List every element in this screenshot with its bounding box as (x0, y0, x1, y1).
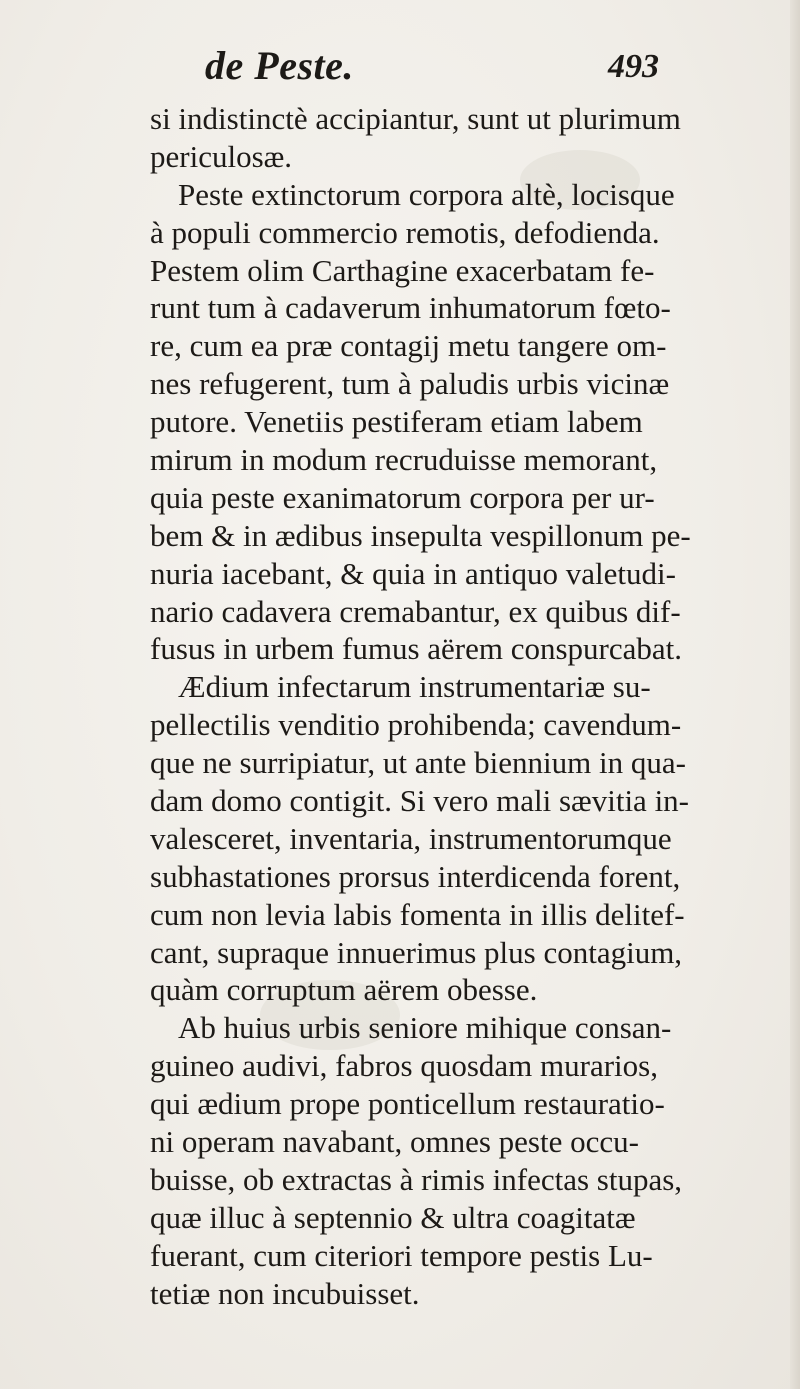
page-header (0, 40, 800, 100)
page-edge (790, 0, 800, 1389)
text-line: fuerant, cum citeriori tempore pestis Lu- (150, 1237, 653, 1273)
text-line: periculosæ. (150, 138, 293, 174)
text-line: runt tum à cadaverum inhumatorum fœto- (150, 290, 671, 326)
text-line: Ædium infectarum instrumentariæ su- (178, 669, 651, 705)
page-number: 493 (608, 48, 659, 85)
text-line: putore. Venetiis pestiferam etiam labem (150, 404, 643, 440)
text-line: nuria iacebant, & quia in antiquo valetudi- (150, 555, 676, 591)
text-line: valesceret, inventaria, instrumentorumque (150, 820, 672, 856)
text-line: cum non levia labis fomenta in illis delitef- (150, 896, 685, 932)
text-line: guineo audivi, fabros quosdam murarios, (150, 1048, 658, 1084)
text-line: subhastationes prorsus interdicenda forent, (150, 858, 681, 894)
text-line: cant, supraque innuerimus plus contagium, (150, 934, 683, 970)
text-line: nes refugerent, tum à paludis urbis vicinæ (150, 366, 670, 402)
text-line: qui ædium prope ponticellum restauratio- (150, 1086, 665, 1122)
text-line: dam domo contigit. Si vero mali sævitia in- (150, 783, 690, 819)
text-line: que ne surripiatur, ut ante biennium in qua- (150, 745, 686, 781)
text-line: ni operam navabant, omnes peste occu- (150, 1124, 639, 1160)
running-title: de Peste. (205, 43, 354, 88)
body-text (150, 100, 790, 1313)
text-line: à populi commercio remotis, defodienda. (150, 214, 660, 250)
text-line: pellectilis venditio prohibenda; cavendum- (150, 707, 682, 743)
text-line: quia peste exanimatorum corpora per ur- (150, 479, 655, 515)
text-line: tetiæ non incubuisset. (150, 1275, 420, 1311)
text-line: si indistinctè accipiantur, sunt ut plurimum (150, 101, 681, 136)
text-line: quàm corruptum aërem obesse. (150, 972, 538, 1008)
text-line: buisse, ob extractas à rimis infectas stupas, (150, 1161, 683, 1197)
text-line: Ab huius urbis seniore mihique consan- (178, 1010, 672, 1046)
text-line: Pestem olim Carthagine exacerbatam fe- (150, 252, 655, 288)
text-line: fusus in urbem fumus aërem conspurcabat. (150, 631, 683, 667)
text-line: nario cadavera cremabantur, ex quibus dif- (150, 593, 681, 629)
text-line: bem & in ædibus insepulta vespillonum pe- (150, 517, 691, 553)
text-line: mirum in modum recruduisse memorant, (150, 442, 658, 478)
text-line: re, cum ea præ contagij metu tangere om- (150, 328, 667, 364)
text-line: quæ illuc à septennio & ultra coagitatæ (150, 1199, 636, 1235)
text-line: Peste extinctorum corpora altè, locisque (178, 176, 675, 212)
